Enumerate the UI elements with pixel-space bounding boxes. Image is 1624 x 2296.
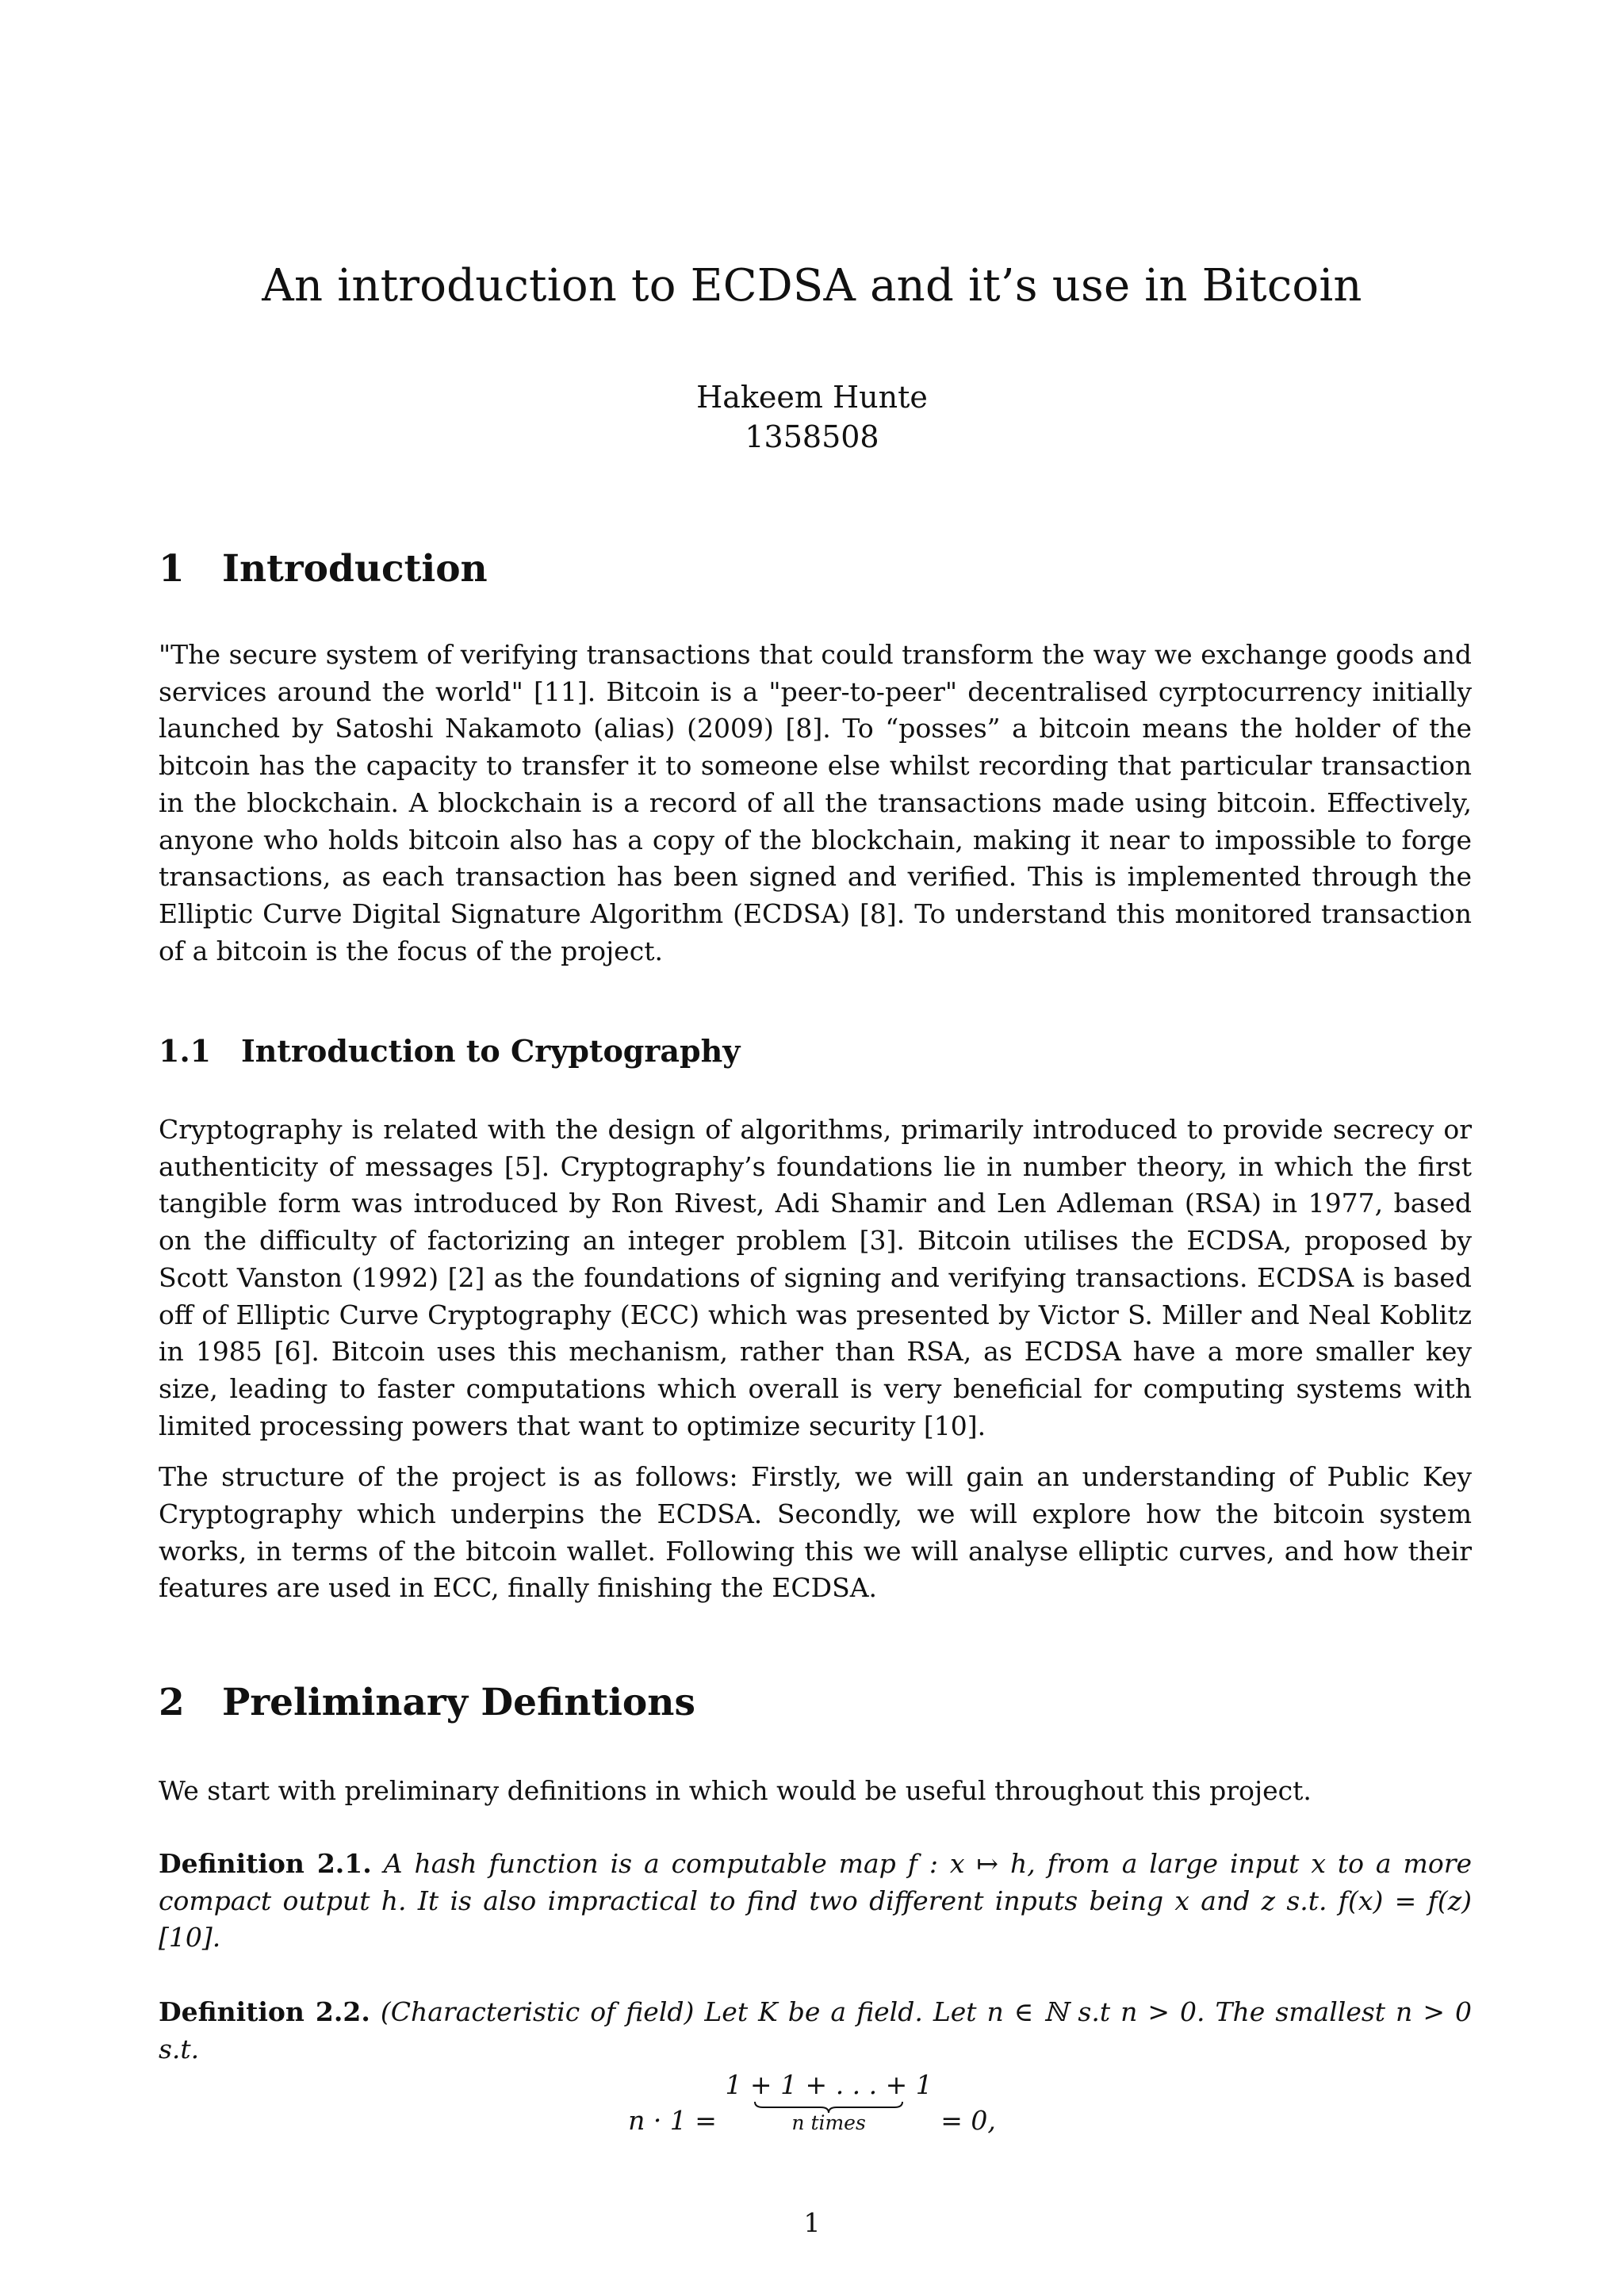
- underbrace-group: [725, 2069, 932, 2134]
- definition-2-1: [159, 1846, 1472, 1957]
- section-number: 1: [159, 547, 185, 591]
- paragraph: The structure of the project is as follows: Firstly, we will gain an understanding of Public Key Cryptography which underpins the ECDSA. Secondly, we will explore how the bitcoin system works, in terms of the bitcoin wallet. Following this we will analyse elliptic curves, and how their features are used in ECC, finally finishing the ECDSA.: [159, 1461, 1472, 1604]
- paragraph: "The secure system of verifying transactions that could transform the way we exchange goods and services around the world" [11]. Bitcoin is a "peer-to-peer" decentralised cyrptocurrency initially launched by Satoshi Nakamoto (alias) (2009) [8]. To “posses” a bitcoin means the holder of the bitcoin has the capacity to transfer it to someone else whilst recording that particular transaction in the blockchain. A blockchain is a record of all the transactions made using bitcoin. Effectively, anyone who holds bitcoin also has a copy of the blockchain, making it near to impossible to forge transactions, as each transaction has been signed and verified. This is implemented through the Elliptic Curve Digital Signature Algorithm (ECDSA) [8]. To understand this monitored transaction of a bitcoin is the focus of the project.: [159, 639, 1472, 966]
- section-title: Introduction: [222, 547, 488, 591]
- author-block: [0, 377, 1624, 457]
- underbrace-label: n times: [791, 2111, 866, 2134]
- paragraph: We start with preliminary definitions in which would be useful throughout this project.: [159, 1775, 1312, 1806]
- section-number: 2: [159, 1681, 185, 1724]
- definition-label: Definition 2.2.: [159, 1996, 370, 2027]
- preliminary-intro: [159, 1773, 1472, 1824]
- definition-2-2: [159, 1994, 1472, 2068]
- definition-text: A hash function is a computable map f : x ↦ h, from a large input x to a more compact output h. It is also impractical to find two different inputs being x and z s.t. f(x) = f(z) [10].: [159, 1848, 1472, 1954]
- section-heading-preliminary-definitions: [159, 1681, 695, 1724]
- paragraph: Cryptography is related with the design of algorithms, primarily introduced to provide secrecy or authenticity of messages [5]. Cryptography’s foundations lie in number theory, in which the first tangible form was introduced by Ron Rivest, Adi Shamir and Len Adleman (RSA) in 1977, based on the difficulty of factorizing an integer problem [3]. Bitcoin utilises the ECDSA, proposed by Scott Vanston (1992) [2] as the foundations of signing and verifying transactions. ECDSA is based off of Elliptic Curve Cryptography (ECC) which was presented by Victor S. Miller and Neal Koblitz in 1985 [6]. Bitcoin uses this mechanism, rather than RSA, as ECDSA have a more smaller key size, leading to faster computations which overall is very beneficial for computing systems with limited processing powers that want to optimize security [10].: [159, 1114, 1472, 1441]
- student-id: 1358508: [745, 419, 879, 454]
- section-title: Preliminary Defintions: [222, 1681, 695, 1724]
- cryptography-body: [159, 1112, 1472, 1621]
- equation-lhs: n · 1 =: [628, 2105, 717, 2136]
- equation-rhs: = 0,: [940, 2105, 996, 2136]
- subsection-heading-cryptography: [159, 1033, 740, 1069]
- introduction-body: [159, 637, 1472, 984]
- equation-characteristic: [0, 2069, 1624, 2136]
- paper-title: An introduction to ECDSA and it’s use in Bitcoin: [262, 260, 1362, 312]
- subsection-title: Introduction to Cryptography: [241, 1033, 741, 1069]
- author-name: Hakeem Hunte: [696, 380, 928, 415]
- definition-text: (Characteristic of field) Let K be a field. Let n ∈ ℕ s.t n > 0. The smallest n > 0 s.t.: [159, 1996, 1472, 2064]
- underbrace-content: 1 + 1 + . . . + 1: [725, 2069, 933, 2100]
- subsection-number: 1.1: [159, 1033, 212, 1069]
- page-number: 1: [803, 2207, 821, 2238]
- section-heading-introduction: [159, 547, 488, 591]
- definition-label: Definition 2.1.: [159, 1848, 372, 1879]
